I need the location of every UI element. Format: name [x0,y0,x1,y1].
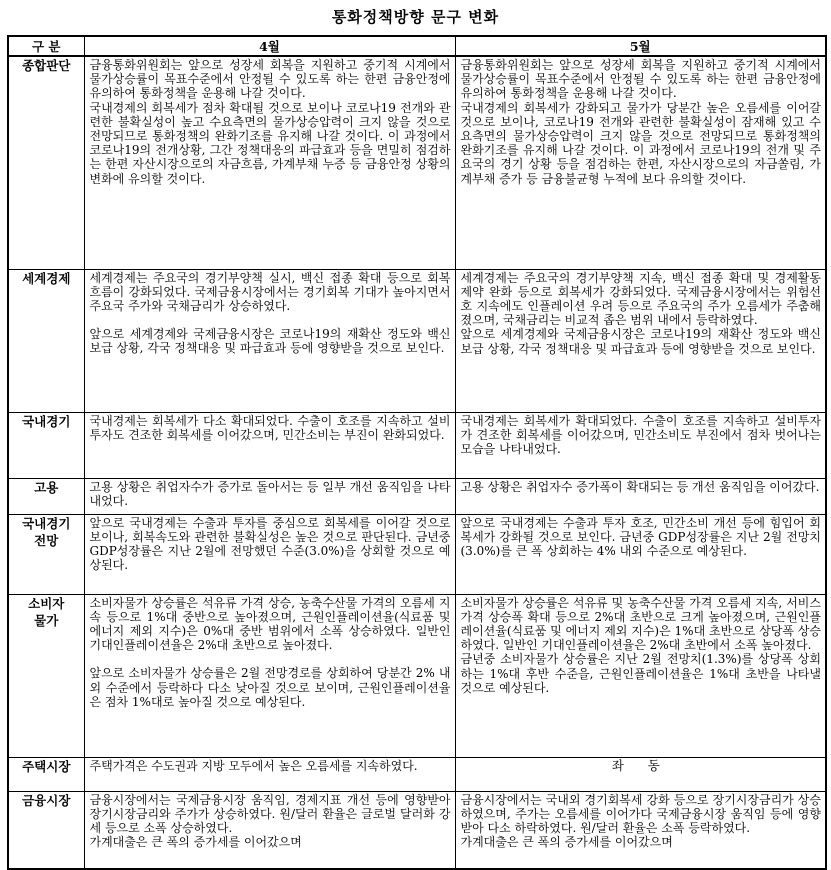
may-paragraph: 금년중 소비자물가 상승률은 지난 2월 전망치(1.3%)를 상당폭 상회하는 1%대 후반 수준을, 근원인플레이션율은 1%대 초반을 나타낼 것으로 예상된다. [460,652,821,695]
april-paragraph: 국내경제의 회복세가 점차 확대될 것으로 보이나 코로나19 전개와 관련한 불확실성이 높고 수요측면의 물가상승압력이 크지 않을 것으로 전망되므로 통화정책의 완화기조를 유지해 나갈 것이다. 이 과정에서 코로나19의 전개상황, 그간 정책대응의 파급효과 등을 면밀히 점검하는 한편 자산시장으로의 자금흐름, 가계부채 누증 등 금융안정 상황의 변화에 유의할 것이다. [89,100,451,186]
april-paragraph: 국내경제는 회복세가 다소 확대되었다. 수출이 호조를 지속하고 설비투자도 견조한 회복세를 이어갔으며, 민간소비는 부진이 완화되었다. [89,413,451,442]
header-category: 구 분 [8,36,84,56]
row-category: 금융시장 [8,791,84,869]
may-cell [455,478,826,514]
table-row [8,757,826,791]
april-paragraph: 금융시장에서는 국제금융시장 움직임, 경제지표 개선 등에 영향받아 장기시장금리와 주가가 상승하였다. 원/달러 환율은 글로벌 달러화 강세 등으로 소폭 상승하였다. [89,792,451,835]
may-cell [455,412,826,478]
may-paragraph: 앞으로 국내경제는 수출과 투자 호조, 민간소비 개선 등에 힘입어 회복세가 강화될 것으로 보인다. 금년중 GDP성장률은 지난 2월 전망치(3.0%)를 큰 폭 상회하는 4% 내외 수준으로 예상된다. [460,515,821,558]
april-cell [84,594,455,757]
may-paragraph: 세계경제는 주요국의 경기부양책 지속, 백신 접종 확대 및 경제활동 제약 완화 등으로 회복세가 강화되었다. 국제금융시장에서는 위험선호 지속에도 인플레이션 우려 등으로 주요국의 주가 오름세가 주춤해졌으며, 국채금리는 비교적 좁은 범위 내에서 등락하였다. [460,270,821,328]
table-row [8,56,826,269]
may-cell [455,269,826,412]
table-row [8,594,826,757]
april-paragraph: 소비자물가 상승률은 석유류 가격 상승, 농축수산물 가격의 오름세 지속 등으로 1%대 중반으로 높아졌으며, 근원인플레이션율(식료품 및 에너지 제외 지수)은 0%대 중반 범위에서 소폭 상승하였다. 일반인 기대인플레이션율은 2%대 초반으로 높아졌다. [89,595,451,653]
april-cell [84,478,455,514]
category-line: 소비자 [28,595,65,611]
same-as-left-marker: 좌 동 [455,757,826,791]
header-may: 5월 [455,36,826,56]
may-cell [455,56,826,269]
comparison-table [7,35,827,870]
may-cell [455,514,826,594]
row-category: 고용 [8,478,84,514]
may-paragraph: 소비자물가 상승률은 석유류 및 농축수산물 가격 오름세 지속, 서비스 가격 상승폭 확대 등으로 2%대 초반으로 크게 높아졌으며, 근원인플레이션율(식료품 및 에너지 제외 지수)은 1%대 초반으로 상당폭 상승하였다. 일반인 기대인플레이션율은 2%대 초반에서 소폭 높아졌다. [460,595,821,653]
april-cell [84,791,455,869]
may-cell [455,594,826,757]
april-paragraph: 앞으로 국내경제는 수출과 투자를 중심으로 회복세를 이어갈 것으로 보이나, 회복속도와 관련한 불확실성은 높은 것으로 판단된다. 금년중 GDP성장률은 지난 2월에 전망했던 수준(3.0%)을 상회할 것으로 예상된다. [89,515,451,573]
row-category: 주택시장 [8,757,84,791]
april-paragraph: 앞으로 세계경제와 국제금융시장은 코로나19의 재확산 정도와 백신 보급 상황, 각국 정책대응 및 파급효과 등에 영향받을 것으로 보인다. [89,327,451,356]
april-cell [84,757,455,791]
may-paragraph: 앞으로 세계경제와 국제금융시장은 코로나19의 재확산 정도와 백신 보급 상황, 각국 정책대응 및 파급효과 등에 영향받을 것으로 보인다. [460,327,821,356]
row-category [8,514,84,594]
paragraph-gap [90,313,451,327]
april-paragraph: 금융통화위원회는 앞으로 성장세 회복을 지원하고 중기적 시계에서 물가상승률이 목표수준에서 안정될 수 있도록 하는 한편 금융안정에 유의하여 통화정책을 운용해 나갈 것이다. [89,58,451,101]
header-april: 4월 [84,36,455,56]
may-paragraph: 금융통화위원회는 앞으로 성장세 회복을 지원하고 중기적 시계에서 물가상승률이 목표수준에서 안정될 수 있도록 하는 한편 금융안정에 유의하여 통화정책을 운용해 나갈 것이다. [460,58,821,101]
april-cell [84,269,455,412]
april-paragraph: 주택가격은 수도권과 지방 모두에서 높은 오름세를 지속하였다. [89,758,418,773]
paragraph-gap [90,652,451,666]
april-paragraph: 앞으로 소비자물가 상승률은 2월 전망경로를 상회하여 당분간 2% 내외 수준에서 등락하다 다소 낮아질 것으로 보이며, 근원인플레이션율은 점차 1%대로 높아질 것으로 예상된다. [89,666,451,709]
april-cell [84,412,455,478]
category-line: 국내경기 [22,515,71,531]
april-paragraph: 가계대출은 큰 폭의 증가세를 이어갔으며 [89,835,302,850]
april-cell [84,514,455,594]
row-category: 세계경제 [8,269,84,412]
page-title: 통화정책방향 문구 변화 [331,8,500,26]
may-paragraph: 금융시장에서는 국내외 경기회복세 강화 등으로 장기시장금리가 상승하였으며, 주가는 오름세를 이어가다 국제금융시장 움직임 등에 영향받아 다소 하락하였다. 원/달러 환율은 소폭 등락하였다. [460,792,821,835]
table-row [8,478,826,514]
april-paragraph: 세계경제는 주요국의 경기부양책 실시, 백신 접종 확대 등으로 회복 흐름이 강화되었다. 국제금융시장에서는 경기회복 기대가 높아지면서 주요국 주가와 국채금리가 상승하였다. [89,270,451,313]
may-paragraph: 국내경제의 회복세가 강화되고 물가가 당분간 높은 오름세를 이어갈 것으로 보이나, 코로나19 전개와 관련한 불확실성이 잠재해 있고 수요측면의 물가상승압력이 크지 않을 것으로 전망되므로 통화정책의 완화기조를 유지해 나갈 것이다. 이 과정에서 코로나19의 전개 및 주요국의 경기 상황 등을 점검하는 한편, 자산시장으로의 자금쏠림, 가계부채 증가 등 금융불균형 누적에 보다 유의할 것이다. [460,100,821,186]
may-cell [455,791,826,869]
table-row [8,514,826,594]
april-cell [84,56,455,269]
header-row [8,36,826,56]
may-paragraph: 국내경제는 회복세가 확대되었다. 수출이 호조를 지속하고 설비투자가 견조한 회복세를 이어갔으며, 민간소비도 부진에서 점차 벗어나는 모습을 나타내었다. [460,413,821,456]
table-row [8,412,826,478]
table-row [8,269,826,412]
table-row [8,791,826,869]
may-paragraph: 고용 상황은 취업자수 증가폭이 확대되는 등 개선 움직임을 이어갔다. [460,479,820,494]
april-paragraph: 고용 상황은 취업자수가 증가로 돌아서는 등 일부 개선 움직임을 나타내었다. [89,479,451,508]
category-line: 전망 [34,532,59,548]
row-category: 국내경기 [8,412,84,478]
row-category: 종합판단 [8,56,84,269]
may-paragraph: 가계대출은 큰 폭의 증가세를 이어갔으며 [460,835,673,850]
row-category [8,594,84,757]
category-line: 물가 [34,612,59,628]
